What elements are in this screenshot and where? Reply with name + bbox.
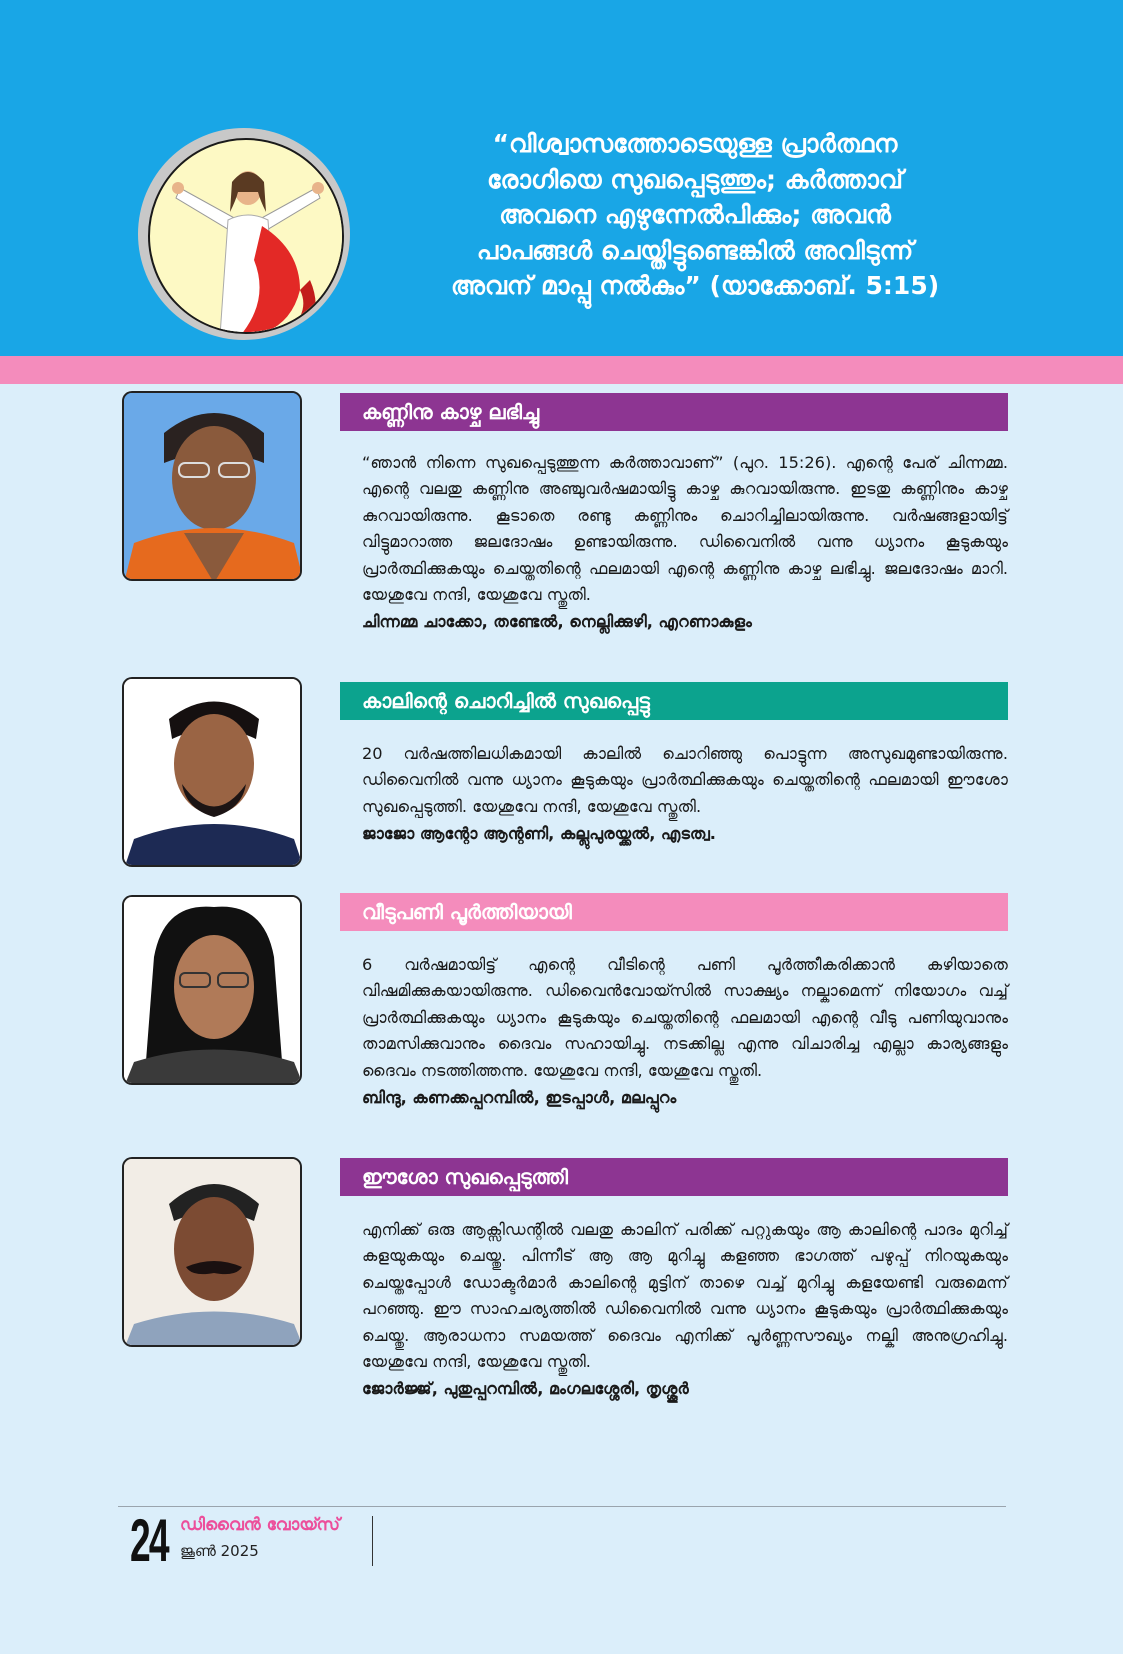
testimony-body: എനിക്ക് ഒരു ആക്സിഡന്റിൽ വലതു കാലിന് പരിക്ക് പറ്റുകയും ആ കാലിന്റെ പാദം മുറിച്ച് കളയുകയും ചെയ്തു. പിന്നീട് ആ ആ മുറിച്ചു കളഞ്ഞ ഭാഗത്ത് പഴുപ്പ് നിറയുകയും ചെയ്തപ്പോൾ ഡോക്ടർമാർ കാലിന്റെ മുട്ടിന് താഴെ വച്ച് മുറിച്ചു കളയേണ്ടി വരുമെന്ന് പറഞ്ഞു. ഈ സാഹചര്യത്തിൽ ഡിവൈനിൽ വന്നു ധ്യാനം കൂടുകയും പ്രാർത്ഥിക്കുകയും ചെയ്തു. ആരാധനാ സമയത്ത് ദൈവം എനിക്ക് പൂർണ്ണസൗഖ്യം നല്കി അനുഗ്രഹിച്ചു. യേശുവേ നന്ദി, യേശുവേ സ്തുതി. <box>362 1220 1008 1372</box>
portrait-photo <box>122 391 302 581</box>
portrait-photo <box>122 1157 302 1347</box>
quote-line: അവന് മാപ്പു നൽകും” (യാക്കോബ്. 5:15) <box>450 271 940 300</box>
footer-rule <box>118 1506 1006 1507</box>
person-photo-icon <box>124 1159 302 1347</box>
jesus-medallion <box>148 138 344 334</box>
testimony-story <box>362 952 1008 1112</box>
testimony-title: കണ്ണിനു കാഴ്ച ലഭിച്ചു <box>340 393 1008 431</box>
testimony-title: കാലിന്റെ ചൊറിച്ചിൽ സുഖപ്പെട്ടു <box>340 682 1008 720</box>
portrait-photo <box>122 677 302 867</box>
jesus-figure-icon <box>150 140 344 334</box>
person-photo-icon <box>124 393 302 581</box>
magazine-name: ഡിവൈൻ വോയ്സ് <box>180 1515 340 1535</box>
testimony-body: “ഞാൻ നിന്നെ സുഖപ്പെടുത്തുന്ന കർത്താവാണ്” (പുറ. 15:26). എന്റെ പേര് ചിന്നമ്മ. എന്റെ വലതു കണ്ണിനു അഞ്ചുവർഷമായിട്ടു കാഴ്ച കുറവായിരുന്നു. ഇടതു കണ്ണിനും കാഴ്ച കുറവായിരുന്നു. കൂടാതെ രണ്ടു കണ്ണിനും ചൊറിച്ചിലായിരുന്നു. വർഷങ്ങളായിട്ട് വിട്ടുമാറാത്ത ജലദോഷം ഉണ്ടായിരുന്നു. ഡിവൈനിൽ വന്നു ധ്യാനം കൂടുകയും പ്രാർത്ഥിക്കുകയും ചെയ്തതിന്റെ ഫലമായി എന്റെ കണ്ണിനു കാഴ്ച ലഭിച്ചു. ജലദോഷം മാറി. യേശുവേ നന്ദി, യേശുവേ സ്തുതി. <box>362 453 1008 605</box>
portrait-photo <box>122 895 302 1085</box>
page-number: 24 <box>130 1507 168 1574</box>
footer-divider <box>372 1516 373 1566</box>
quote-line: അവനെ എഴുന്നേൽപിക്കും; അവൻ <box>499 200 891 229</box>
header-pink-band <box>0 356 1123 384</box>
testimony-story <box>362 741 1008 848</box>
testimony-title: വീടുപണി പൂർത്തിയായി <box>340 893 1008 931</box>
quote-line: “വിശ്വാസത്തോടെയുള്ള പ്രാർത്ഥന <box>492 129 898 158</box>
testimony-title: ഈശോ സുഖപ്പെടുത്തി <box>340 1158 1008 1196</box>
issue-date: ജൂൺ 2025 <box>180 1542 259 1560</box>
testimony-story <box>362 450 1008 636</box>
person-photo-icon <box>124 897 302 1085</box>
person-photo-icon <box>124 679 302 867</box>
testimony-story <box>362 1217 1008 1403</box>
testimony-body: 20 വർഷത്തിലധികമായി കാലിൽ ചൊറിഞ്ഞു പൊട്ടുന്ന അസുഖമുണ്ടായിരുന്നു. ഡിവൈനിൽ വന്നു ധ്യാനം കൂടുകയും പ്രാർത്ഥിക്കുകയും ചെയ്തതിന്റെ ഫലമായി ഈശോ സുഖപ്പെടുത്തി. യേശുവേ നന്ദി, യേശുവേ സ്തുതി. <box>362 744 1008 816</box>
quote-line: പാപങ്ങൾ ചെയ്തിട്ടുണ്ടെങ്കിൽ അവിടുന്ന് <box>476 235 914 265</box>
testimony-body: 6 വർഷമായിട്ട് എന്റെ വീടിന്റെ പണി പൂർത്തീകരിക്കാൻ കഴിയാതെ വിഷമിക്കുകയായിരുന്നു. ഡിവൈൻവോയ്സിൽ സാക്ഷ്യം നല്കാമെന്ന് നിയോഗം വച്ച് പ്രാർത്ഥിക്കുകയും ധ്യാനം കൂടുകയും ചെയ്തതിന്റെ ഫലമായി എന്റെ വീടു പണിയുവാനും താമസിക്കുവാനും ദൈവം സഹായിച്ചു. നടക്കില്ല എന്നു വിചാരിച്ച എല്ലാ കാര്യങ്ങളും ദൈവം നടത്തിത്തന്നു. യേശുവേ നന്ദി, യേശുവേ സ്തുതി. <box>362 955 1008 1080</box>
quote-line: രോഗിയെ സുഖപ്പെടുത്തും; കർത്താവ് <box>487 164 903 194</box>
testimony-signature: ബിന്ദു, കണക്കപ്പറമ്പിൽ, ഇടപ്പാൾ, മലപ്പുറം <box>362 1088 677 1108</box>
testimony-signature: ജാജോ ആന്റോ ആന്റണി, കല്ലുപുരയ്ക്കൽ, എടത്വ. <box>362 824 716 844</box>
testimony-signature: ജോർജ്ജ്, പുതുപ്പറമ്പിൽ, മംഗലശ്ശേരി, തൃശ്ശൂർ <box>362 1379 689 1399</box>
scripture-quote <box>370 126 1020 304</box>
testimony-signature: ചിന്നമ്മ ചാക്കോ, തണ്ടേൽ, നെല്ലിക്കുഴി, എറണാകുളം <box>362 612 752 632</box>
